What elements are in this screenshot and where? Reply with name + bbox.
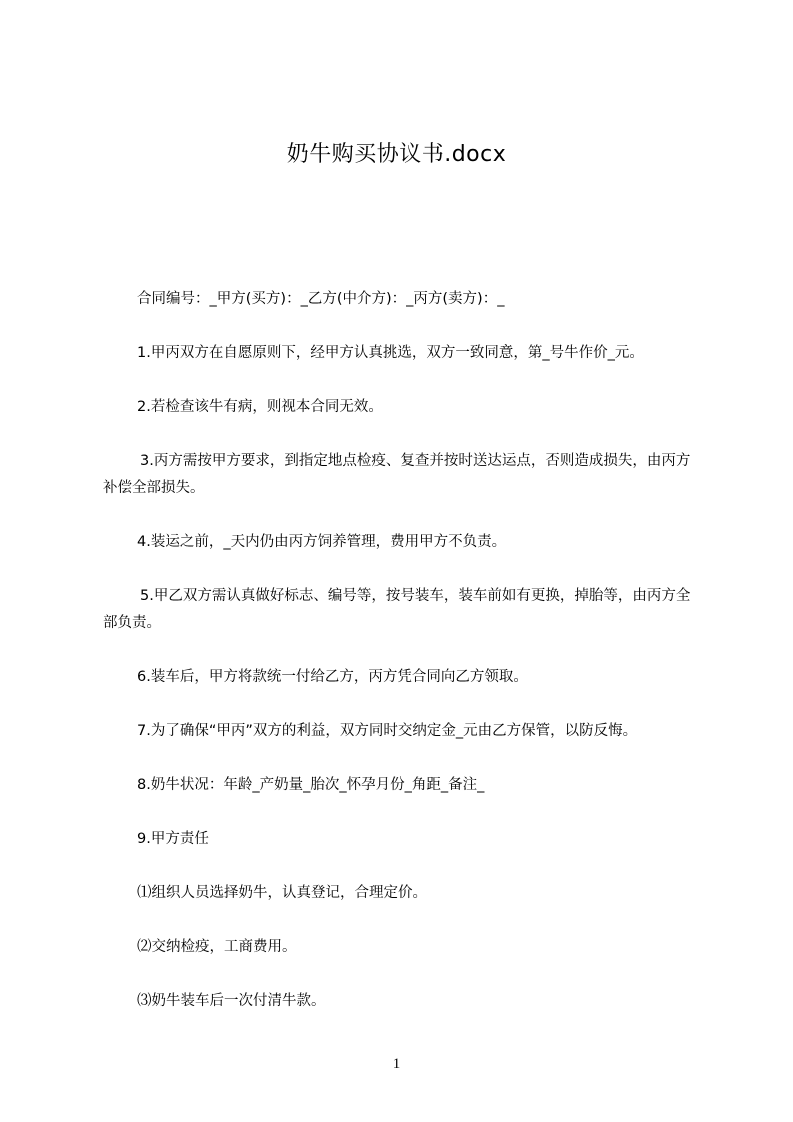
clause-1: 1.甲丙双方在自愿原则下，经甲方认真挑选，双方一致同意，第_号牛作价_元。 (137, 345, 644, 361)
sub-item-1: ⑴组织人员选择奶牛，认真登记，合理定价。 (137, 885, 427, 901)
document-body (103, 286, 703, 1042)
sub-item-3: ⑶奶牛装车后一次付清牛款。 (137, 993, 326, 1009)
clause-9: 9.甲方责任 (137, 831, 209, 847)
contract-number-line: 合同编号：_甲方(买方)：_乙方(中介方)：_丙方(卖方)：_ (137, 291, 505, 307)
document-title: 奶牛购买协议书.docx (286, 142, 507, 167)
clause-6: 6.装车后，甲方将款统一付给乙方，丙方凭合同向乙方领取。 (137, 669, 528, 685)
clause-8: 8.奶牛状况：年龄_产奶量_胎次_怀孕月份_角距_备注_ (137, 777, 485, 793)
clause-7: 7.为了确保“甲丙”双方的利益，双方同时交纳定金_元由乙方保管，以防反悔。 (137, 723, 638, 739)
sub-item-2: ⑵交纳检疫，工商费用。 (137, 939, 297, 955)
clause-5: 5.甲乙双方需认真做好标志、编号等，按号装车，装车前如有更换，掉胎等，由丙方全部负责。 (103, 588, 691, 631)
page-number: 1 (392, 1056, 401, 1072)
clause-3: 3.丙方需按甲方要求，到指定地点检疫、复查并按时送达运点，否则造成损失，由丙方补偿全部损失。 (103, 453, 691, 496)
clause-2: 2.若检查该牛有病，则视本合同无效。 (137, 399, 383, 415)
clause-4: 4.装运之前，_天内仍由丙方饲养管理，费用甲方不负责。 (137, 534, 507, 550)
